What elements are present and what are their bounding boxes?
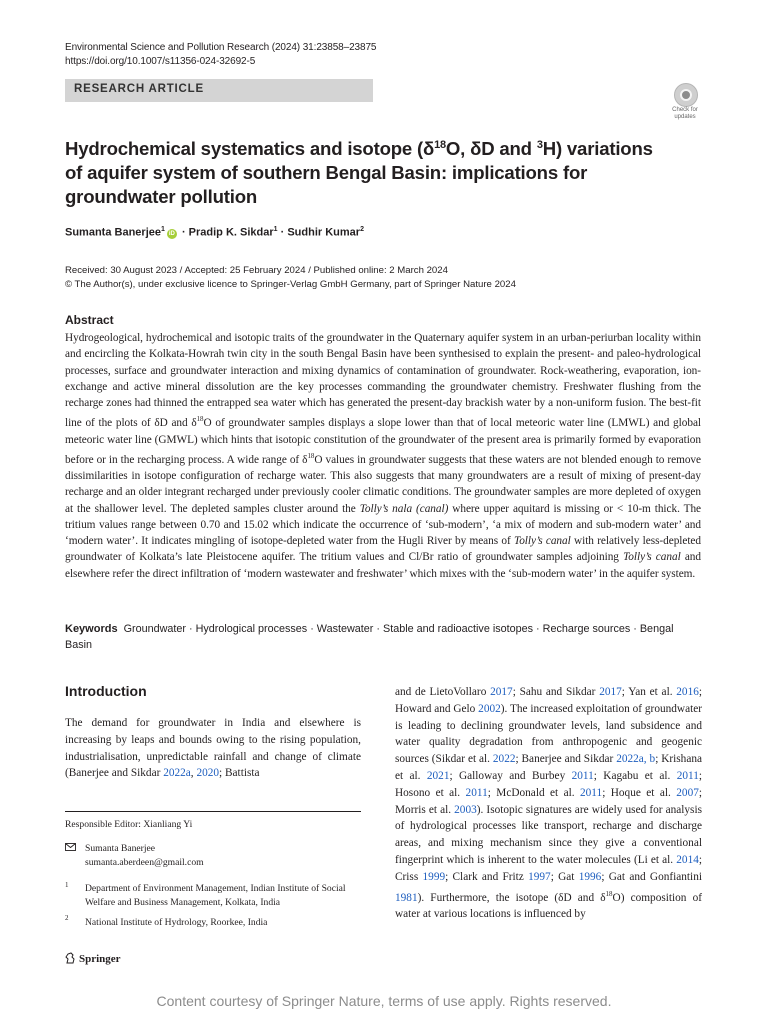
citation-link[interactable]: 2011 [465, 786, 488, 799]
citation-link[interactable]: 2011 [580, 786, 603, 799]
citation-link[interactable]: 1999 [422, 870, 446, 883]
keywords [65, 621, 701, 653]
citation-link[interactable]: 2017 [599, 686, 622, 698]
dates-line: Received: 30 August 2023 / Accepted: 25 February 2024 / Published online: 2 March 2024 [65, 265, 448, 276]
citation-link[interactable]: 2003 [454, 803, 477, 816]
footnote-divider [65, 811, 361, 812]
citation-link[interactable]: 2017 [490, 686, 513, 698]
article-type-label: RESEARCH ARTICLE [74, 83, 204, 95]
author-list: Sumanta Banerjee$^1$iD · Pradip K. Sikdar$^1$ · Sudhir Kumar$^2$ [65, 226, 364, 239]
affiliation-2-number: 2 [65, 914, 69, 922]
citation-link[interactable]: 2014 [676, 853, 699, 866]
citation-link[interactable]: 2022a [163, 767, 191, 780]
article-title: Hydrochemical systematics and isotope ($\delta^{18}O$, δD and $^3$H) variations of aquifer system of southern Bengal Basin: implications for groundwater pollution [65, 138, 653, 208]
copyright-line: © The Author(s), under exclusive licence to Springer-Verlag GmbH Germany, part of Springer Nature 2024 [65, 279, 516, 290]
citation-link[interactable]: 1997 [528, 870, 551, 883]
affiliation-1: Department of Environment Management, Indian Institute of Social Welfare and Business Management, Kolkata, India [85, 883, 346, 908]
keywords-label: Keywords [65, 623, 118, 635]
affiliation-1-number: 1 [65, 881, 69, 889]
content-courtesy-footer: Content courtesy of Springer Nature, terms of use apply. Rights reserved. [156, 993, 612, 1009]
citation-link[interactable]: 2022a, b [616, 753, 656, 766]
doi-link[interactable]: https://doi.org/10.1007/s11356-024-32692-5 [65, 56, 256, 67]
publication-dates [65, 264, 516, 292]
envelope-icon[interactable] [65, 843, 76, 854]
journal-header [65, 41, 376, 69]
check-updates-icon [674, 83, 698, 107]
citation-link[interactable]: 2016 [676, 686, 699, 698]
abstract-heading: Abstract [65, 313, 114, 327]
author-2: · Pradip K. Sikdar [178, 226, 274, 239]
abstract-text: Hydrogeological, hydrochemical and isotopic traits of the groundwater in the Quaternary aquifer system in an urban-periurban locality within and encircling the Kolkata-Howrah twin city in the south Bengal Basin have been synthesised to explain the present- and paleo-hydrological processes, surface and groundwater interaction and mixing dynamics of contamination of groundwater. Rock-weathering, evaporation, ion-exchange and active mineral dissolution are the key processes commanding the groundwater chemistry. Freshwater flushing from the recharge zones had thinned the entrapped sea water which has generated the present-day brackish water by a non-uniform fusion. The best-fit line of the plots of δD and $\delta^{18}O$ of groundwater samples displays a slope lower than that of local meteoric water line (LMWL) and global meteoric water line (GMWL) which hints that isotopic constitution of the groundwater of the present area is primarily formed by evaporation before or in the recharging process. A wide range of $\delta^{18}O$ values in groundwater suggests that these waters are not blended enough to remove dissimilarities in isotope configuration of recharge water. This also suggests that many groundwaters are a result of mixing of present-day recharge and an older integrant recharged under previously cooler climatic conditions. The groundwater samples are more depleted of oxygen at the shallower level. The depleted samples cluster around the Tolly’s nala (canal) where upper aquitard is missing or < 10-m thick. The tritium values range between 0.70 and 15.02 which indicate the occurrence of ‘sub-modern’, ‘a mix of modern and sub-modern water’ and ‘modern water’. It indicates mingling of isotope-depleted water from the Hugli River by means of Tolly’s canal with relatively less-depleted groundwater of Kolkata’s late Pleistocene aquifer. The tritium values and Cl/Br ratio of groundwater samples adjoining Tolly’s canal and elsewhere refer the direct infiltration of ‘modern wastewater and freshwater’ which mixes with the ‘sub-modern water’ in the aquifer system. [65, 332, 702, 580]
citation-link[interactable]: 2011 [676, 769, 699, 782]
journal-citation: Environmental Science and Pollution Research (2024) 31:23858–23875 [65, 42, 377, 53]
citation-link[interactable]: 2021 [426, 769, 450, 782]
check-for-updates-button[interactable]: Check for updates [665, 83, 705, 125]
affiliation-2: National Institute of Hydrology, Roorkee, India [85, 917, 268, 928]
article-type-badge [65, 79, 373, 102]
citation-link[interactable]: 2020 [196, 767, 220, 780]
introduction-right-column: and de LietoVollaro 2017; Sahu and Sikdar 2017; Yan et al. 2016; Howard and Gelo 2002). The increased exploitation of groundwater is leading to declining groundwater levels, land subsidence and water quality degradation from anthropogenic and geogenic sources (Sikdar et al. 2022; Banerjee and Sikdar 2022a, b; Krishana et al. 2021; Galloway and Burbey 2011; Kagabu et al. 2011; Hosono et al. 2011; McDonald et al. 2011; Hoque et al. 2007; Morris et al. 2003). Isotopic signatures are widely used for analysis of hydrological processes like transport, recharge and discharge areas, and mixing mechanism since they give a conventional fingerprint which is inherent to the water molecules (Li et al. 2014; Criss 1999; Clark and Fritz 1997; Gat 1996; Gat and Gonfiantini 1981). Furthermore, the isotope (δD and $\delta^{18}O$) composition of water at various locations is influenced by [395, 686, 703, 921]
author-1[interactable]: Sumanta Banerjee [65, 226, 161, 239]
responsible-editor: Responsible Editor: Xianliang Yi [65, 819, 193, 830]
citation-link[interactable]: 1981 [395, 891, 418, 904]
introduction-left-column: The demand for groundwater in India and elsewhere is increasing by leaps and bounds owing to the rising population, industrialisation, unpredictable rainfall and change of climate (Banerjee and Sikdar 2022a, 2020; Battista [65, 717, 361, 780]
citation-link[interactable]: 1996 [578, 870, 602, 883]
orcid-icon[interactable]: iD [168, 230, 175, 237]
keywords-list: Groundwater · Hydrological processes · Wastewater · Stable and radioactive isotopes · Recharge sources · Bengal Basin [65, 623, 674, 651]
corresponding-author [85, 842, 204, 869]
citation-link[interactable]: 2007 [676, 786, 699, 799]
springer-logo [65, 952, 121, 965]
corresponding-name: Sumanta Banerjee [85, 843, 156, 854]
citation-link[interactable]: 2002 [478, 702, 501, 715]
springer-horse-icon [65, 952, 75, 964]
corresponding-email[interactable]: sumanta.aberdeen@gmail.com [85, 856, 204, 868]
introduction-heading: Introduction [65, 683, 147, 699]
author-3: · Sudhir Kumar [277, 226, 361, 239]
citation-link[interactable]: 2022 [492, 753, 516, 766]
publisher-name: Springer [79, 953, 121, 965]
citation-link[interactable]: 2011 [571, 769, 594, 782]
